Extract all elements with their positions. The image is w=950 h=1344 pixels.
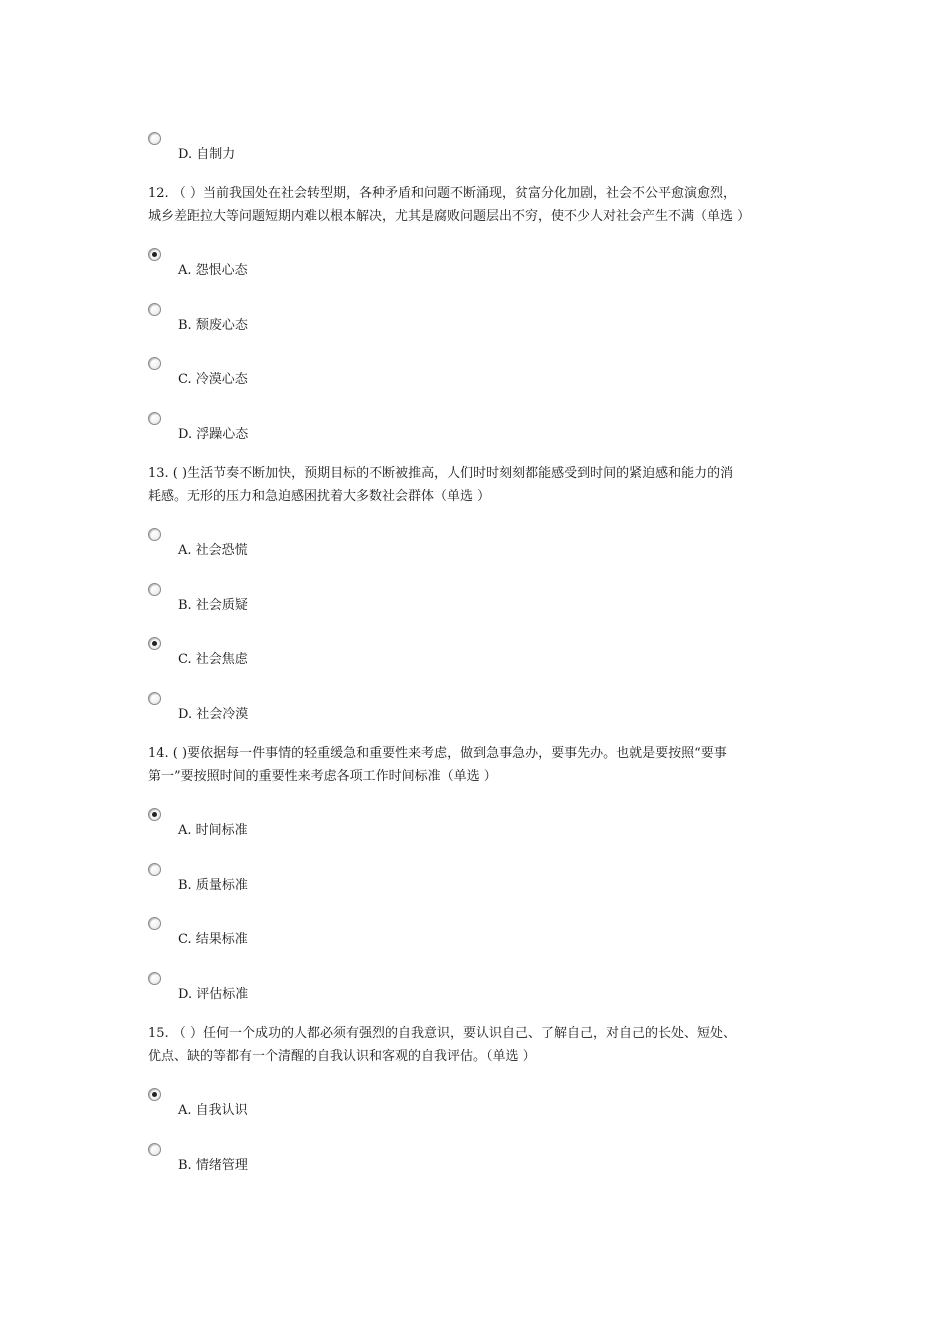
q12-option-a-label: A. 怨恨心态: [178, 263, 248, 278]
q14-question-text: [148, 742, 818, 788]
q15-line-1: 15. （ ）任何一个成功的人都必须有强烈的自我意识，要认识自己、了解自己，对自己的长处、短处、: [148, 1026, 736, 1041]
q12-line-2: 城乡差距拉大等问题短期内难以根本解决，尤其是腐败问题层出不穷，使不少人对社会产生不满（单选 ）: [148, 209, 751, 224]
q13-radio-d[interactable]: [148, 692, 161, 705]
q12-option-d-label: D. 浮躁心态: [178, 427, 249, 442]
q14-option-b-label: B. 质量标准: [178, 878, 248, 893]
q13-radio-b[interactable]: [148, 583, 161, 596]
q14-radio-d[interactable]: [148, 972, 161, 985]
q12-option-c-label: C. 冷漠心态: [178, 372, 248, 387]
q14-line-1: 14. ( )要依据每一件事情的轻重缓急和重要性来考虑，做到急事急办，要事先办。也就是要按照“要事: [148, 746, 727, 761]
q13-radio-a[interactable]: [148, 528, 161, 541]
q14-line-2: 第一”要按照时间的重要性来考虑各项工作时间标准（单选 ）: [148, 769, 497, 784]
q12-option-b-label: B. 颓废心态: [178, 318, 248, 333]
q11-option-d-label: D. 自制力: [178, 147, 236, 162]
q13-line-1: 13. ( )生活节奏不断加快，预期目标的不断被推高，人们时时刻刻都能感受到时间的紧迫感和能力的消: [148, 466, 734, 481]
q13-question-text: [148, 462, 818, 508]
q12-radio-c[interactable]: [148, 357, 161, 370]
q11-radio-d[interactable]: [148, 132, 161, 145]
q12-radio-a[interactable]: [148, 248, 161, 261]
q14-option-a-label: A. 时间标准: [178, 823, 248, 838]
q14-radio-b[interactable]: [148, 863, 161, 876]
q15-line-2: 优点、缺的等都有一个清醒的自我认识和客观的自我评估。（单选 ）: [148, 1049, 536, 1064]
q15-option-a-label: A. 自我认识: [178, 1103, 248, 1118]
q15-question-text: [148, 1022, 818, 1068]
q13-option-a-label: A. 社会恐慌: [178, 543, 248, 558]
q13-option-c-label: C. 社会焦虑: [178, 652, 248, 667]
q13-option-d-label: D. 社会冷漠: [178, 707, 249, 722]
q13-line-2: 耗感。无形的压力和急迫感困扰着大多数社会群体（单选 ）: [148, 489, 491, 504]
q12-radio-b[interactable]: [148, 303, 161, 316]
q13-option-b-label: B. 社会质疑: [178, 598, 248, 613]
q15-radio-a[interactable]: [148, 1088, 161, 1101]
q12-question-text: [148, 182, 818, 228]
q15-radio-b[interactable]: [148, 1143, 161, 1156]
q14-radio-c[interactable]: [148, 917, 161, 930]
q14-radio-a[interactable]: [148, 808, 161, 821]
q14-option-c-label: C. 结果标准: [178, 932, 248, 947]
q14-option-d-label: D. 评估标准: [178, 987, 249, 1002]
q12-line-1: 12. （ ）当前我国处在社会转型期，各种矛盾和问题不断涌现，贫富分化加剧，社会不公平愈演愈烈，: [148, 186, 736, 201]
q15-option-b-label: B. 情绪管理: [178, 1158, 248, 1173]
q12-radio-d[interactable]: [148, 412, 161, 425]
q13-radio-c[interactable]: [148, 637, 161, 650]
